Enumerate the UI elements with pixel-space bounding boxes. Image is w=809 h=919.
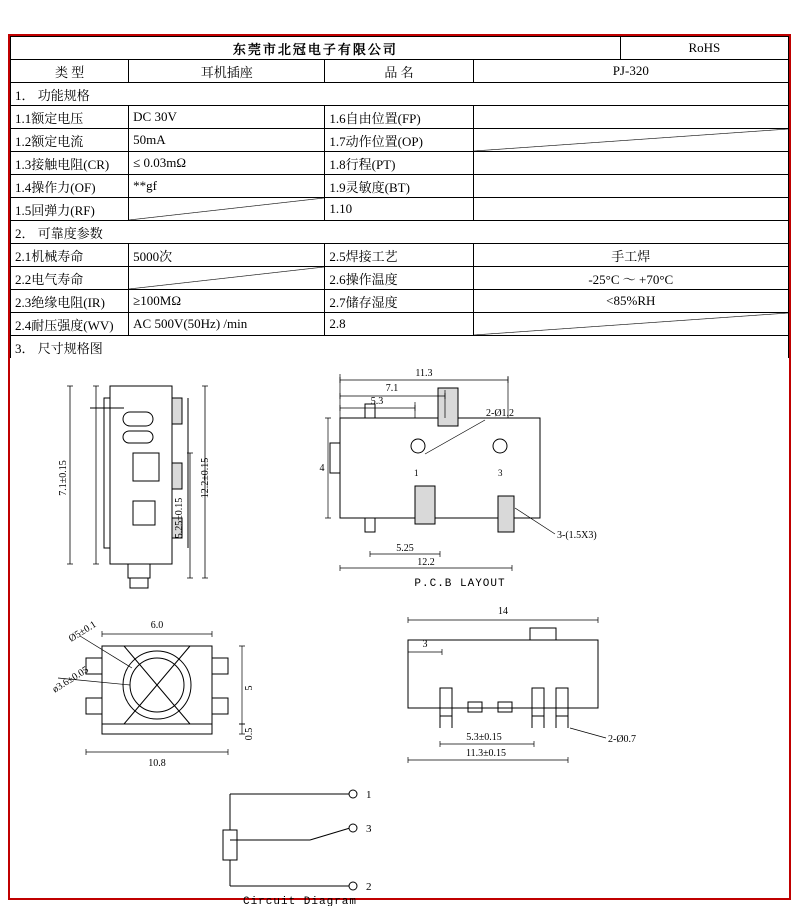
title-row: [11, 37, 789, 60]
name-value: PJ-320: [473, 60, 788, 83]
dim-side-2xd07: 2-Ø0.7: [608, 734, 637, 745]
dim-front-525: 5.25±0.15: [174, 497, 185, 539]
circuit-pin-1: 1: [366, 789, 372, 801]
row-label-right: 2.5焊接工艺: [325, 244, 473, 267]
company-title: 东莞市北冠电子有限公司: [11, 37, 621, 60]
section2-heading-row: [11, 221, 789, 244]
dim-top-d36: ø3.6±0.05: [50, 664, 91, 696]
spec-table: [10, 36, 789, 358]
row-label: 1.3接触电阻(CR): [11, 152, 129, 175]
row-label-right: 1.6自由位置(FP): [325, 106, 473, 129]
table-row: [11, 129, 789, 152]
row-value: **gf: [129, 175, 325, 198]
row-value-right: [473, 198, 788, 221]
row-value-right: [473, 175, 788, 198]
row-label: 2.1机械寿命: [11, 244, 129, 267]
row-label-right: 1.8行程(PT): [325, 152, 473, 175]
name-label: 品 名: [325, 60, 473, 83]
table-row: [11, 106, 789, 129]
section3-heading: 3． 尺寸规格图: [11, 336, 789, 359]
dim-side-14: 14: [498, 606, 508, 617]
section2-heading: 2． 可靠度参数: [11, 221, 789, 244]
circuit-caption: Circuit Diagram: [242, 896, 358, 906]
pcb-pin-1: 1: [414, 468, 419, 478]
row-label: 2.4耐压强度(WV): [11, 313, 129, 336]
table-row: [11, 198, 789, 221]
top-view-drawing: [40, 606, 330, 786]
dim-pcb-71: 7.1: [385, 383, 399, 394]
dim-pcb-525: 5.25: [396, 543, 414, 554]
dim-side-53: 5.3±0.15: [466, 732, 502, 743]
row-value: 5000次: [129, 244, 325, 267]
row-label-right: 2.8: [325, 313, 473, 336]
row-label-right: 2.6操作温度: [325, 267, 473, 290]
pcb-pin-3: 3: [498, 468, 503, 478]
row-value: AC 500V(50Hz) /min: [129, 313, 325, 336]
row-value-empty: [129, 198, 325, 221]
row-label: 1.2额定电流: [11, 129, 129, 152]
row-value: 50mA: [129, 129, 325, 152]
ident-row: [11, 60, 789, 83]
pcb-layout-caption: P.C.B LAYOUT: [414, 578, 506, 590]
table-row: [11, 267, 789, 290]
dim-pcb-4: 4: [319, 463, 325, 474]
dim-front-71: 7.1±0.15: [58, 460, 69, 496]
section3-heading-row: [11, 336, 789, 359]
dim-pcb-53: 5.3: [370, 396, 384, 407]
row-label: 2.3绝缘电阻(IR): [11, 290, 129, 313]
row-label: 1.4操作力(OF): [11, 175, 129, 198]
row-label-right: 1.7动作位置(OP): [325, 129, 473, 152]
dim-pcb-3holes: 3-(1.5X3): [557, 530, 597, 541]
dim-top-108: 10.8: [148, 758, 166, 769]
circuit-pin-3: 3: [366, 823, 372, 835]
type-value: 耳机插座: [129, 60, 325, 83]
row-label: 1.5回弹力(RF): [11, 198, 129, 221]
dim-top-5: 5: [244, 685, 255, 691]
dim-front-122: 12.2±0.15: [200, 457, 211, 499]
row-value-right: [473, 152, 788, 175]
row-label-right: 1.9灵敏度(BT): [325, 175, 473, 198]
row-value-right-empty: [473, 313, 788, 336]
row-value: ≥100MΩ: [129, 290, 325, 313]
type-label: 类 型: [11, 60, 129, 83]
dim-side-113: 11.3±0.15: [465, 748, 507, 759]
dim-side-3: 3: [422, 639, 428, 650]
row-label-right: 1.10: [325, 198, 473, 221]
drawing-area: [10, 358, 789, 918]
side-view-drawing: [380, 602, 780, 792]
section1-heading: 1． 功能规格: [11, 83, 789, 106]
circuit-pin-2: 2: [366, 881, 372, 893]
row-value: DC 30V: [129, 106, 325, 129]
dim-pcb-113: 11.3: [415, 368, 433, 379]
pcb-layout-drawing: [310, 358, 670, 598]
dim-top-05: 0.5: [244, 727, 255, 741]
row-value-right: 手工焊: [473, 244, 788, 267]
row-value-right: -25°C ～ +70°C: [473, 267, 788, 290]
table-row: [11, 152, 789, 175]
table-row: [11, 313, 789, 336]
row-label-right: 2.7储存湿度: [325, 290, 473, 313]
dim-pcb-2xd12: 2-Ø1.2: [486, 408, 515, 419]
rohs-mark: RoHS: [620, 37, 788, 60]
dim-top-d5: Ø5±0.1: [66, 619, 99, 645]
dim-pcb-122: 12.2: [417, 557, 435, 568]
row-label: 1.1额定电压: [11, 106, 129, 129]
dim-top-60: 6.0: [150, 620, 164, 631]
table-row: [11, 290, 789, 313]
front-view-drawing: [30, 368, 330, 598]
circuit-diagram: [190, 776, 450, 906]
row-value-empty: [129, 267, 325, 290]
row-value-right-empty: [473, 129, 788, 152]
table-row: [11, 244, 789, 267]
row-label: 2.2电气寿命: [11, 267, 129, 290]
row-value-right: <85%RH: [473, 290, 788, 313]
table-row: [11, 175, 789, 198]
row-value-right: [473, 106, 788, 129]
row-value: ≤ 0.03mΩ: [129, 152, 325, 175]
section1-heading-row: [11, 83, 789, 106]
